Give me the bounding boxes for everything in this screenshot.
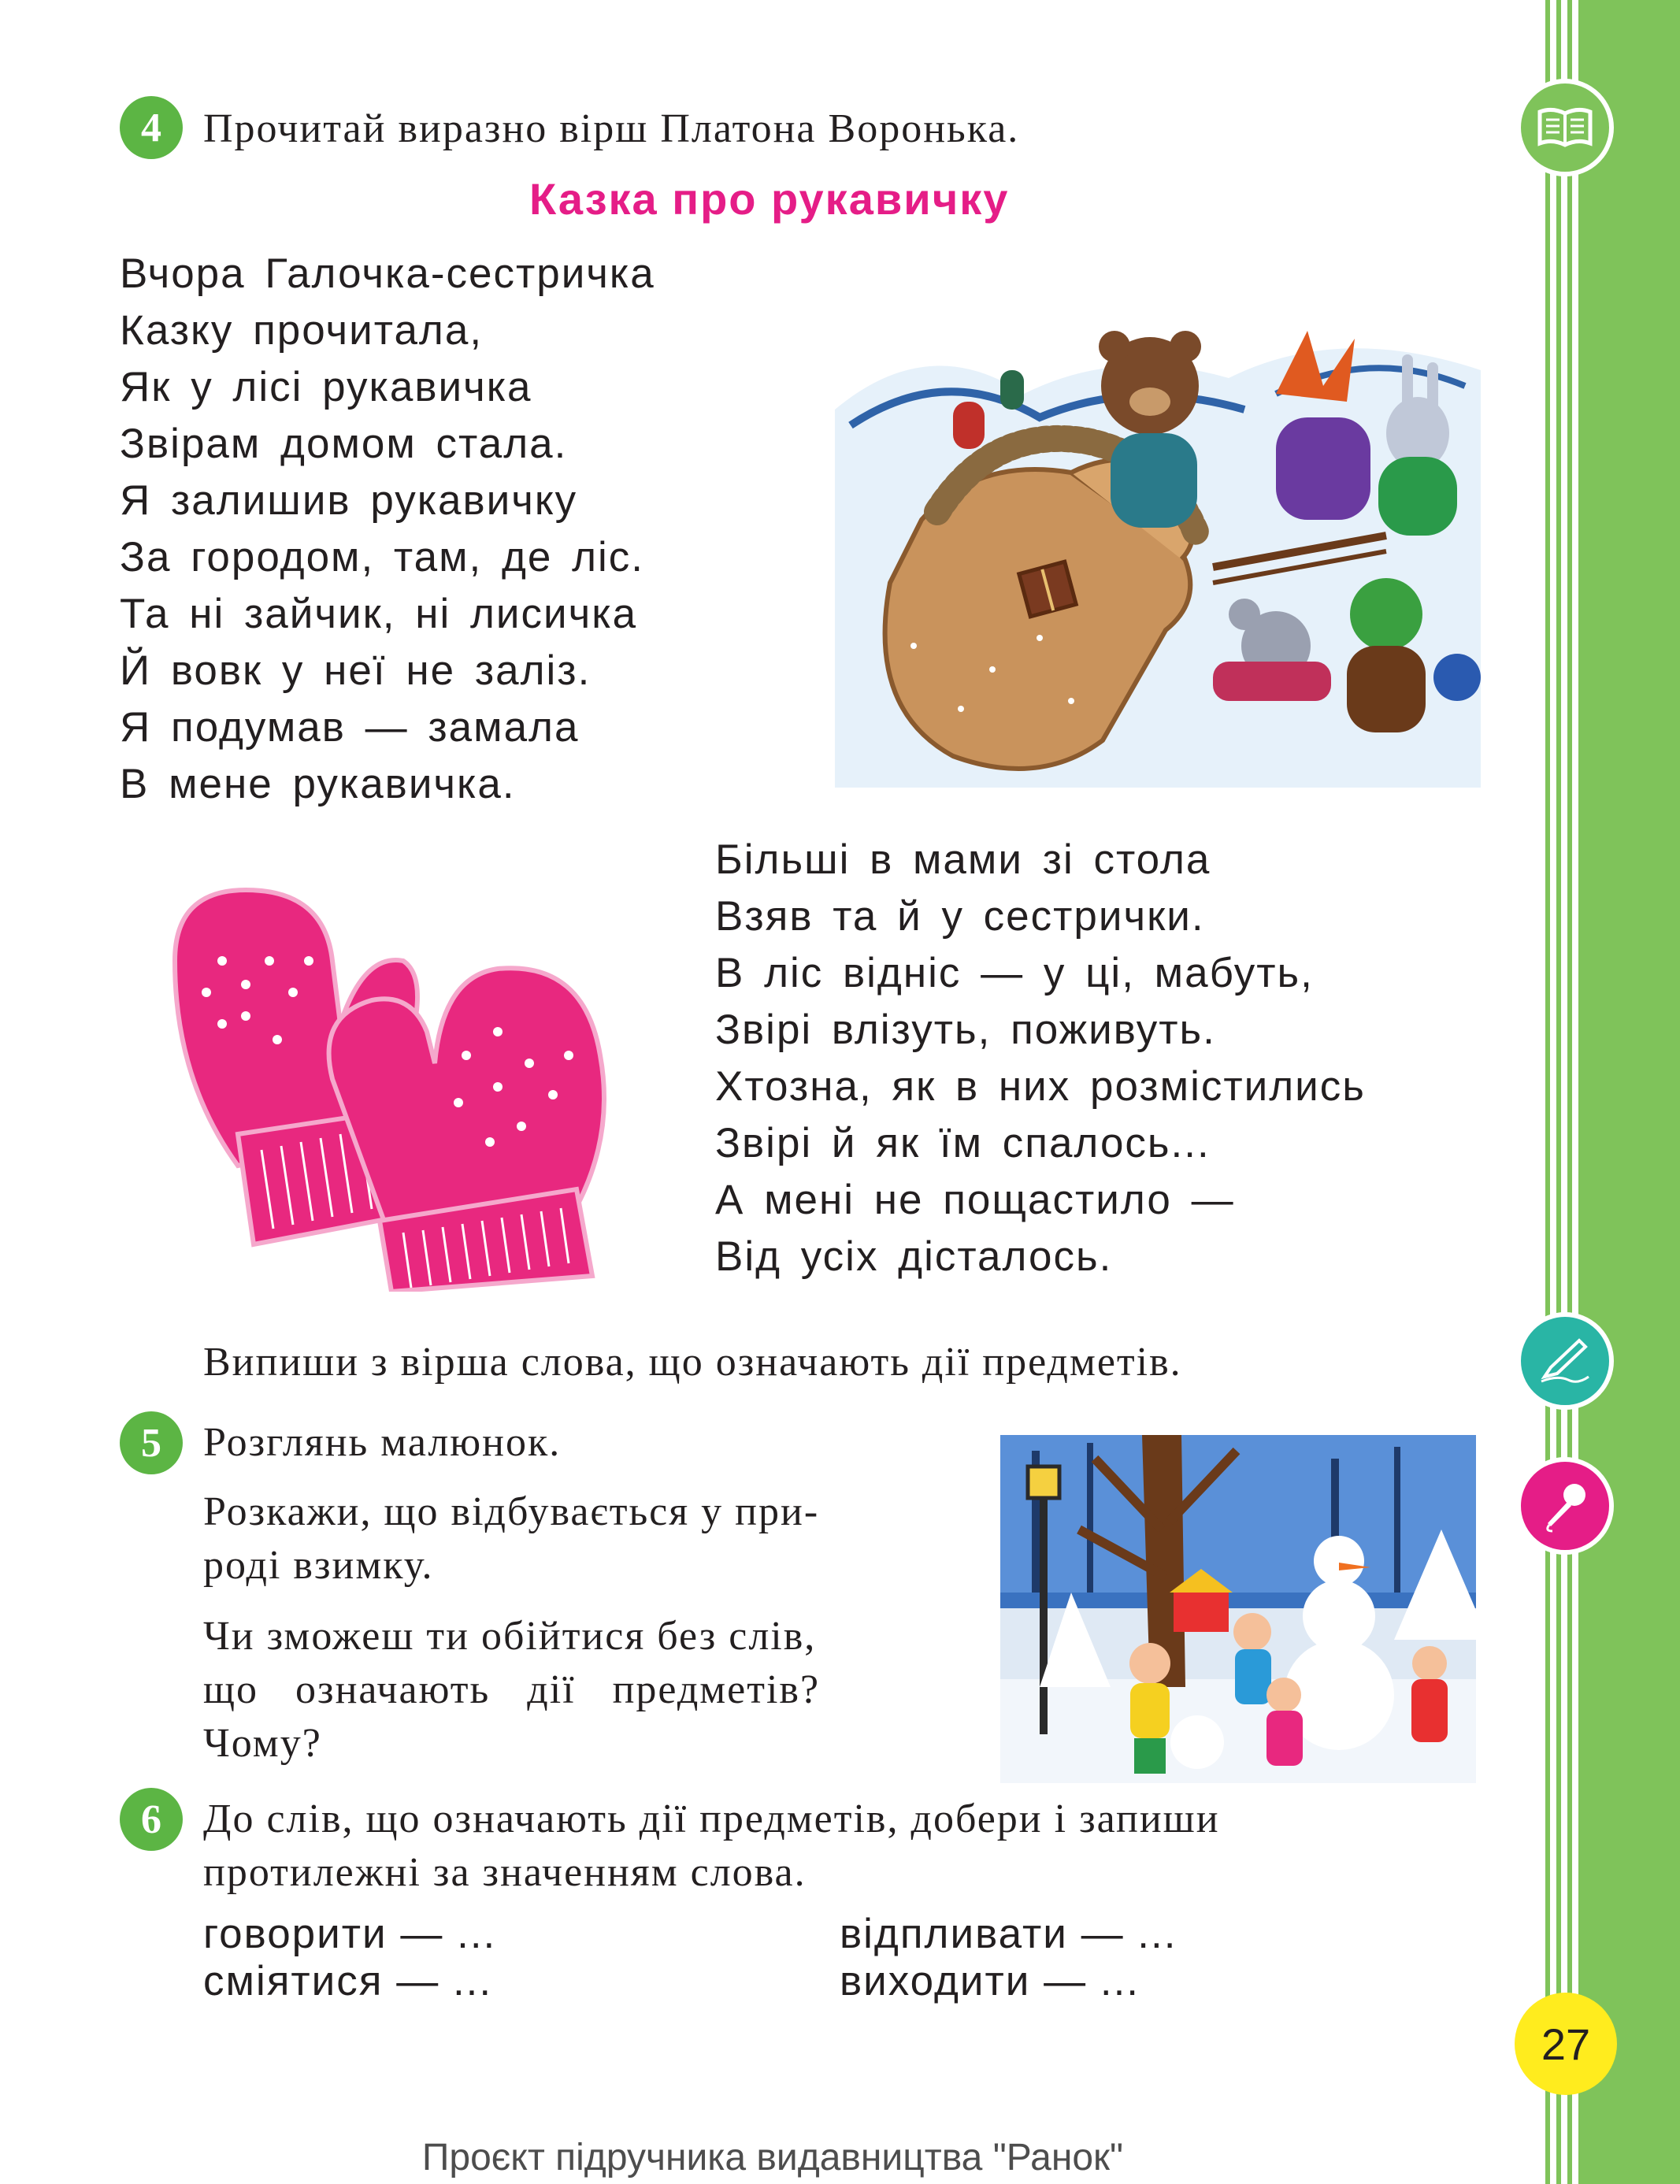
task-number-4: 4 <box>120 96 183 159</box>
poem-line: За городом, там, де ліс. <box>120 534 645 580</box>
microphone-icon <box>1516 1457 1614 1555</box>
pen-writing-icon <box>1516 1312 1614 1410</box>
side-margin-divider <box>1550 0 1556 2184</box>
task-number-5: 5 <box>120 1411 183 1474</box>
opposites-right-column <box>840 1911 1177 2005</box>
pink-mittens-illustration <box>128 874 624 1292</box>
poem-line: Хтозна, як в них розмістились <box>715 1063 1366 1110</box>
task5-line: Чи зможеш ти обійтися без слів, <box>203 1614 817 1659</box>
opposite-pair: сміятися — ... <box>203 1958 493 2004</box>
side-margin-divider <box>1561 0 1567 2184</box>
poem-line: Звірі й як їм спалось... <box>715 1120 1211 1166</box>
task-number-6: 6 <box>120 1788 183 1851</box>
task5-line: Розглянь малюнок. <box>203 1420 562 1465</box>
poem-line: Від усіх дісталось. <box>715 1233 1113 1280</box>
task4-follow-up: Випиши з вірша слова, що означають дії предметів. <box>203 1340 1182 1385</box>
book-icon <box>1516 79 1614 176</box>
poem-line: Та ні зайчик, ні лисичка <box>120 591 638 637</box>
opposites-left-column <box>203 1911 496 2005</box>
poem-line: В ліс відніс — у ці, мабуть, <box>715 950 1314 996</box>
page-number: 27 <box>1515 1993 1617 2095</box>
opposite-pair: говорити — ... <box>203 1911 497 1957</box>
opposite-pair: відпливати — ... <box>840 1911 1177 1957</box>
winter-scene-illustration <box>1000 1435 1476 1783</box>
opposite-pair: виходити — ... <box>840 1958 1140 2004</box>
poem-line: Й вовк у неї не заліз. <box>120 647 592 694</box>
poem-line: Як у лісі рукавичка <box>120 364 532 410</box>
poem-line: Вчора Галочка-сестричка <box>120 250 655 297</box>
poem-line: А мені не пощастило — <box>715 1177 1235 1223</box>
publisher-footer: Проєкт підручника видавництва "Ранок" <box>421 2137 1124 2178</box>
poem-stanza-1 <box>120 246 655 813</box>
poem-line: Я залишив рукавичку <box>120 477 578 524</box>
poem-line: Я подумав — замала <box>120 704 580 751</box>
poem-title: Казка про рукавичку <box>529 174 1010 224</box>
animals-in-mitten-illustration <box>835 299 1481 788</box>
poem-line: Звірам домом стала. <box>120 421 568 467</box>
task5-line: що означають дії предметів? <box>203 1667 821 1712</box>
task4-instruction: Прочитай виразно вірш Платона Воронька. <box>203 106 1020 151</box>
task6-instruction-line: протилежні за значенням слова. <box>203 1850 807 1895</box>
poem-line: Більші в мами зі стола <box>715 836 1211 883</box>
poem-line: Казку прочитала, <box>120 307 484 354</box>
side-margin-divider <box>1572 0 1578 2184</box>
poem-line: Звірі влізуть, поживуть. <box>715 1007 1216 1053</box>
poem-line: Взяв та й у сестрички. <box>715 893 1205 940</box>
poem-line: В мене рукавичка. <box>120 761 516 807</box>
task5-line: Чому? <box>203 1721 322 1766</box>
task5-line: Розкажи, що відбувається у при- <box>203 1489 820 1534</box>
task5-line: роді взимку. <box>203 1543 434 1588</box>
poem-stanza-2 <box>715 832 1366 1285</box>
task6-instruction-line: До слів, що означають дії предметів, добери і запиши <box>203 1797 1220 1841</box>
